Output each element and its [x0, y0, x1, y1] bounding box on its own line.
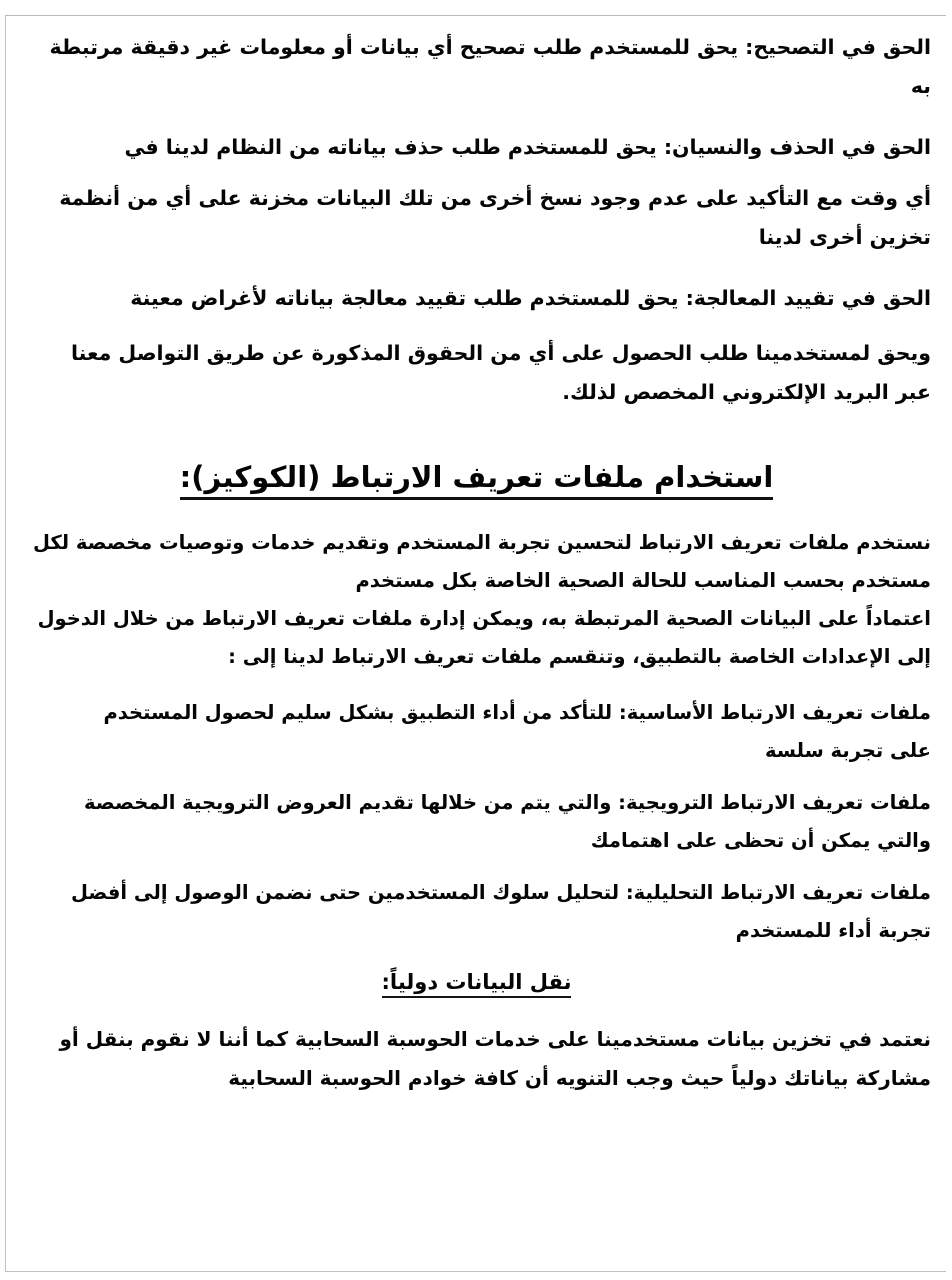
- spacer-before-transfer-heading: [6, 950, 947, 970]
- heading-cookies-usage: [6, 460, 947, 500]
- spacer: [6, 167, 947, 179]
- spacer-before-cookies-heading: [6, 412, 947, 460]
- paragraph-cookie-type-promotional: ملفات تعريف الارتباط الترويجية: والتي يتم من خلالها تقديم العروض الترويجية المخصصة والتي يمكن أن تحظى على اهتمامك: [83, 791, 931, 852]
- paragraph-cookie-type-analytical: ملفات تعريف الارتباط التحليلية: لتحليل سلوك المستخدمين حتى نضمن الوصول إلى أفضل تجربة أداء للمستخدم: [70, 881, 931, 942]
- paragraph-how-to-exercise-rights: ويحق لمستخدمينا طلب الحصول على أي من الحقوق المذكورة عن طريق التواصل معنا عبر البريد الإلكتروني المخصص لذلك.: [70, 341, 931, 404]
- spacer: [6, 676, 947, 694]
- spacer: [6, 500, 947, 524]
- heading-cookies-usage-text: استخدام ملفات تعريف الارتباط (الكوكيز):: [180, 460, 774, 500]
- document-page: [5, 15, 946, 1272]
- spacer: [6, 770, 947, 784]
- paragraph-right-to-erasure: الحق في الحذف والنسيان: يحق للمستخدم طلب حذف بياناته من النظام لدينا في: [124, 135, 931, 159]
- spacer: [6, 318, 947, 334]
- paragraph-international-data-transfer: نعتمد في تخزين بيانات مستخدمينا على خدمات الحوسبة السحابية كما أننا لا نقوم بنقل أو مشاركة بياناتك دولياً حيث وجب التنويه أن كافة خوادم الحوسبة السحابية: [59, 1027, 931, 1090]
- spacer: [6, 106, 947, 128]
- spacer: [6, 998, 947, 1020]
- paragraph-cookie-type-essential: ملفات تعريف الارتباط الأساسية: للتأكد من أداء التطبيق بشكل سليم لحصول المستخدم على تجربة سلسة: [103, 701, 931, 762]
- heading-international-data-transfer-text: نقل البيانات دولياً:: [382, 970, 572, 998]
- spacer: [6, 257, 947, 279]
- paragraph-cookies-intro-continued: اعتماداً على البيانات الصحية المرتبطة به، ويمكن إدارة ملفات تعريف الارتباط من خلال الدخول إلى الإعدادات الخاصة بالتطبيق، وتنقسم ملفات تعريف الارتباط لدينا إلى :: [37, 607, 931, 668]
- paragraph-cookies-intro: نستخدم ملفات تعريف الارتباط لتحسين تجربة المستخدم وتقديم خدمات وتوصيات مخصصة لكل مستخدم بحسب المناسب للحالة الصحية الخاصة بكل مستخدم: [32, 531, 931, 592]
- heading-international-data-transfer: [6, 970, 947, 998]
- document-content: [6, 16, 947, 1098]
- paragraph-right-to-erasure-continued: أي وقت مع التأكيد على عدم وجود نسخ أخرى من تلك البيانات مخزنة على أي من أنظمة تخزين أخرى لدينا: [59, 186, 931, 249]
- paragraph-right-to-restrict-processing: الحق في تقييد المعالجة: يحق للمستخدم طلب تقييد معالجة بياناته لأغراض معينة: [130, 286, 931, 310]
- spacer: [6, 860, 947, 874]
- spacer-top: [6, 16, 947, 28]
- paragraph-right-to-correction: الحق في التصحيح: يحق للمستخدم طلب تصحيح أي بيانات أو معلومات غير دقيقة مرتبطة به: [49, 35, 931, 98]
